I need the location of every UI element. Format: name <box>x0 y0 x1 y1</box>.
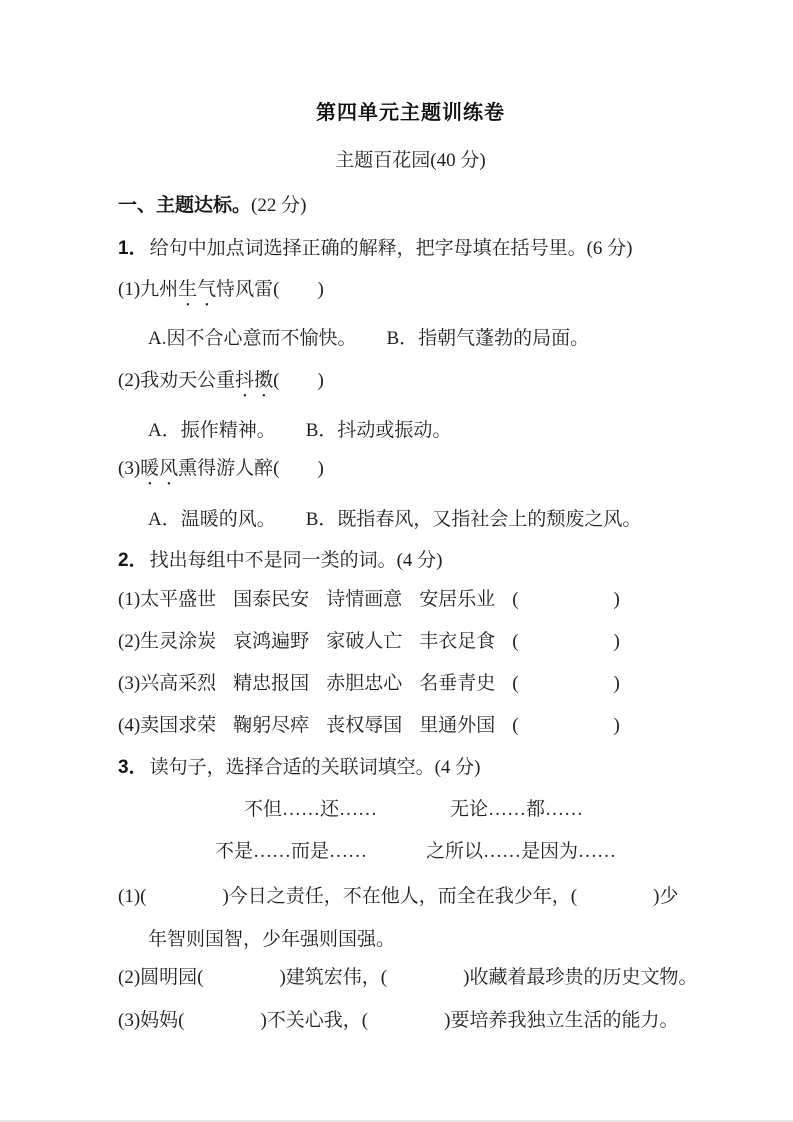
question-1-heading <box>118 236 703 262</box>
question-2-text: 找出每组中不是同一类的词。(4 分) <box>149 550 443 571</box>
q2-item-1 <box>118 587 703 613</box>
question-3-heading <box>118 755 703 781</box>
q1-item-1-pre: (1)九州 <box>118 279 179 300</box>
q2-item-2-word-2: 哀鸿遍野 <box>233 631 310 652</box>
q2-item-1-word-3: 诗情画意 <box>326 589 403 610</box>
q1-item-3-option-a: A．温暖的风。 <box>148 509 276 530</box>
q1-item-3-emphasized-word: 暖风 <box>140 458 179 479</box>
q3-item-3: (3)妈妈( )不关心我，( )要培养我独立生活的能力。 <box>118 1010 679 1031</box>
q2-item-4-answer-bracket: ( ) <box>512 715 620 736</box>
q2-item-2-word-1: (2)生灵涂炭 <box>118 631 217 652</box>
q1-item-1-post: 恃风雷( ) <box>216 279 324 300</box>
q2-item-3-word-2: 精忠报国 <box>233 673 310 694</box>
question-3-number: 3． <box>118 757 148 778</box>
q1-item-2 <box>118 368 703 402</box>
question-1-text: 给句中加点词选择正确的解释，把字母填在括号里。(6 分) <box>149 238 633 259</box>
q2-item-4-word-1: (4)卖国求荣 <box>118 715 217 736</box>
q1-item-3-post: 熏得游人醉( ) <box>178 458 324 479</box>
q2-item-2-answer-bracket: ( ) <box>512 631 620 652</box>
connective-option-2: 无论……都…… <box>450 799 584 820</box>
q2-item-3-word-4: 名垂青史 <box>419 673 496 694</box>
q1-item-3-pre: (3) <box>118 458 141 479</box>
q2-item-4 <box>118 713 703 739</box>
section-1-score: (22 分) <box>251 195 307 216</box>
question-2-number: 2． <box>118 550 148 571</box>
q2-item-1-word-4: 安居乐业 <box>419 589 496 610</box>
connective-option-3: 不是……而是…… <box>215 841 368 862</box>
question-3-text: 读句子，选择合适的关联词填空。(4 分) <box>149 757 481 778</box>
question-2-heading <box>118 548 703 574</box>
paper-subtitle: 主题百花园(40 分) <box>335 150 486 171</box>
connective-options-row-1 <box>118 797 703 823</box>
q1-item-1-emphasized-word: 生气 <box>178 279 217 300</box>
q1-item-2-options <box>118 418 703 444</box>
section-1-heading <box>118 193 703 219</box>
q1-item-1-options <box>118 326 703 352</box>
q2-item-2-word-3: 家破人亡 <box>326 631 403 652</box>
q3-item-1-line-1: (1)( )今日之责任，不在他人，而全在我少年，( )少 <box>118 886 679 907</box>
q2-item-3 <box>118 671 703 697</box>
q2-item-1-word-2: 国泰民安 <box>233 589 310 610</box>
q2-item-4-word-3: 丧权辱国 <box>326 715 403 736</box>
q1-item-3-options <box>118 507 703 533</box>
q1-item-3-option-b: B．既指春风，又指社会上的颓废之风。 <box>305 509 642 530</box>
question-1-number: 1． <box>118 238 148 259</box>
connective-option-4: 之所以……是因为…… <box>426 841 617 862</box>
q3-item-1-line-2: 年智则国智，少年强则国强。 <box>148 929 396 950</box>
q2-item-3-word-3: 赤胆忠心 <box>326 673 403 694</box>
q2-item-2-word-4: 丰衣足食 <box>419 631 496 652</box>
q2-item-1-word-1: (1)太平盛世 <box>118 589 217 610</box>
q1-item-2-pre: (2)我劝天公重 <box>118 370 236 391</box>
q1-item-3 <box>118 456 703 490</box>
q1-item-2-option-a: A．振作精神。 <box>148 420 276 441</box>
q1-item-1-option-b: B．指朝气蓬勃的局面。 <box>386 328 590 349</box>
paper-title: 第四单元主题训练卷 <box>316 102 505 124</box>
section-1-title: 一、主题达标。 <box>118 195 252 216</box>
q1-item-2-emphasized-word: 抖擞 <box>235 370 274 391</box>
q2-item-3-answer-bracket: ( ) <box>512 673 620 694</box>
q1-item-1 <box>118 277 703 311</box>
q1-item-1-option-a: A.因不合心意而不愉快。 <box>148 328 357 349</box>
q2-item-4-word-2: 鞠躬尽瘁 <box>233 715 310 736</box>
q3-item-2: (2)圆明园( )建筑宏伟，( )收藏着最珍贵的历史文物。 <box>118 967 698 988</box>
q2-item-1-answer-bracket: ( ) <box>512 589 620 610</box>
q2-item-3-word-1: (3)兴高采烈 <box>118 673 217 694</box>
q1-item-2-post: ( ) <box>273 370 324 391</box>
q1-item-2-option-b: B．抖动或振动。 <box>305 420 452 441</box>
connective-option-1: 不但……还…… <box>244 799 378 820</box>
q2-item-4-word-4: 里通外国 <box>419 715 496 736</box>
connective-options-row-2 <box>118 839 703 865</box>
q2-item-2 <box>118 629 703 655</box>
